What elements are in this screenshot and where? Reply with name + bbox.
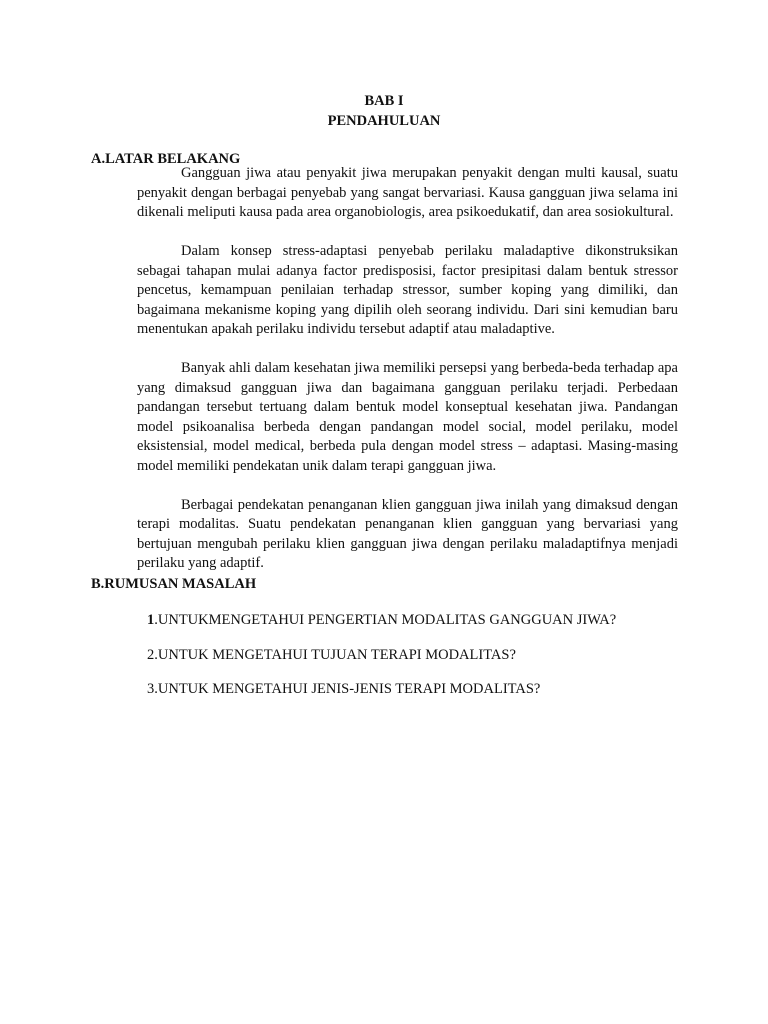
- list-item-text: .UNTUKMENGETAHUI PENGERTIAN MODALITAS GANGGUAN JIWA?: [154, 612, 617, 628]
- list-item-number: 3: [147, 681, 155, 697]
- problem-list: [147, 611, 616, 715]
- list-item: [147, 646, 616, 666]
- list-item-number: 2: [147, 646, 155, 663]
- chapter-title: PENDAHULUAN: [327, 112, 441, 129]
- list-item-text: .UNTUK MENGETAHUI JENIS-JENIS TERAPI MODALITAS?: [154, 681, 541, 697]
- chapter-title-block: [0, 92, 768, 131]
- paragraph: Berbagai pendekatan penanganan klien gangguan jiwa inilah yang dimaksud dengan terapi modalitas. Suatu pendekatan penanganan klien gangguan yang bervariasi yang bertujuan mengubah perilaku klien gangguan jiwa dengan perilaku maladaptifnya menjadi perilaku yang adaptif.: [137, 496, 678, 571]
- section-body-latar-belakang: [137, 164, 678, 593]
- paragraph: Dalam konsep stress-adaptasi penyebab perilaku maladaptive dikonstruksikan sebagai tahapan mulai adanya factor predisposisi, factor presipitasi dalam bentuk stressor pencetus, kemampuan penilaian terhadap stressor, sumber koping yang dimiliki, dan bagaimana mekanisme koping yang dipilih oleh seorang individu. Dari sini kemudian baru menentukan apakah perilaku individu tersebut adaptif atau maladaptive.: [137, 243, 678, 337]
- paragraph: Gangguan jiwa atau penyakit jiwa merupakan penyakit dengan multi kausal, suatu penyakit dengan berbagai penyebab yang sangat bervariasi. Kausa gangguan jiwa selama ini dikenali meliputi kausa pada area organobiologis, area psikoedukatif, dan area sosiokultural.: [137, 165, 678, 220]
- section-heading-latar-belakang: A.LATAR BELAKANG: [91, 151, 241, 167]
- list-item-text: .UNTUK MENGETAHUI TUJUAN TERAPI MODALITAS?: [154, 646, 516, 663]
- chapter-number: BAB I: [364, 93, 404, 109]
- list-item: [147, 611, 616, 631]
- section-heading-rumusan-masalah: B.RUMUSAN MASALAH: [91, 576, 257, 592]
- paragraph: Banyak ahli dalam kesehatan jiwa memiliki persepsi yang berbeda-beda terhadap apa yang dimaksud gangguan jiwa dan bagaimana gangguan perilaku terjadi. Perbedaan pandangan tersebut tertuang dalam bentuk model konseptual kesehatan jiwa. Pandangan model psikoanalisa berbeda dengan pandangan model social, model perilaku, model eksistensial, model medical, berbeda pula dengan model stress – adaptasi. Masing-masing model memiliki pendekatan unik dalam terapi gangguan jiwa.: [137, 360, 678, 474]
- list-item-number: 1: [147, 612, 155, 628]
- list-item: [147, 680, 616, 700]
